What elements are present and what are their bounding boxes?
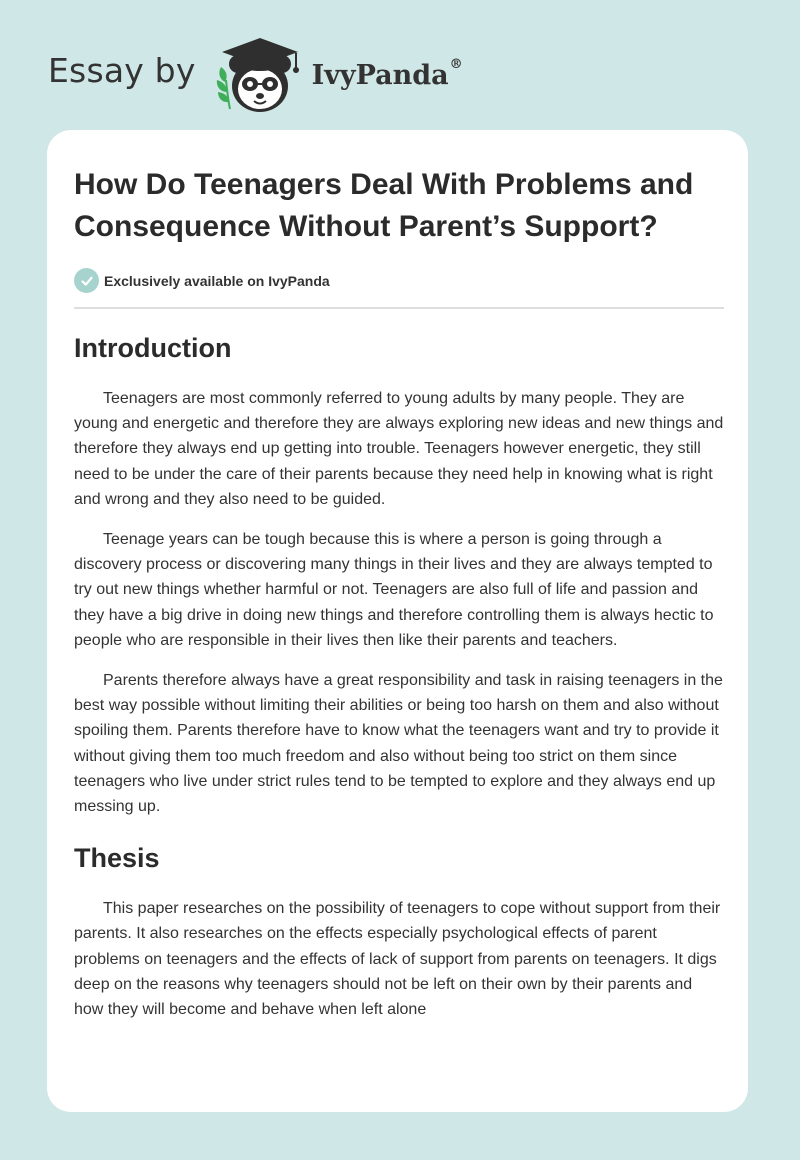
paragraph: This paper researches on the possibility of teenagers to cope without support from their parents. It also researches on the effects especially psychological effects of parent problems on teenagers and the effects of lack of support from parents on teenagers. It digs deep on the reasons why teenagers should not be left on their own by their parents and how they will become and behave when left alone <box>74 900 721 1019</box>
trademark-mark: ® <box>449 56 463 72</box>
thesis-section <box>74 841 724 1022</box>
introduction-section <box>74 331 724 819</box>
essay-content <box>74 164 724 1022</box>
section-heading-introduction: Introduction <box>74 333 232 363</box>
paragraph: Teenagers are most commonly referred to young adults by many people. They are young and energetic and therefore they are always exploring new ideas and new things and therefore they always end up getting into trouble. Teenagers however energetic, they still need to be under the care of their parents because they need help in knowing what is right and wrong and they also need to be guided. <box>74 390 724 508</box>
paragraph: Teenage years can be tough because this is where a person is going through a discovery process or discovering many things in their lives and they are always tempted to try out new things whether harmful or not. Teenagers are also full of life and passion and they have a big drive in doing new things and therefore controlling them is always hectic to people who are responsible in their lives then like their parents and teachers. <box>74 531 714 649</box>
paragraph: Parents therefore always have a great responsibility and task in raising teenagers in the best way possible without limiting their abilities or being too harsh on them and also without spoiling them. Parents therefore have to know what the teenagers want and try to provide it without giving them too much freedom and also without being too strict on them since teenagers who live under strict rules tend to be tempted to explore and they always end up messing up. <box>74 672 723 816</box>
introduction-body <box>74 386 724 819</box>
brand-prefix: Essay by <box>48 50 196 90</box>
brand-header <box>48 34 463 114</box>
divider <box>74 307 724 309</box>
check-icon <box>74 268 99 293</box>
thesis-body <box>74 896 724 1022</box>
exclusive-label: Exclusively available on IvyPanda <box>104 272 330 289</box>
panda-logo-icon <box>212 34 308 114</box>
section-heading-thesis: Thesis <box>74 843 160 874</box>
brand-name-text: IvyPanda <box>311 59 449 91</box>
essay-title: How Do Teenagers Deal With Problems and Consequence Without Parent’s Support? <box>74 168 694 243</box>
essay-card <box>47 130 748 1112</box>
exclusive-badge <box>74 268 724 293</box>
brand-name <box>311 56 463 91</box>
